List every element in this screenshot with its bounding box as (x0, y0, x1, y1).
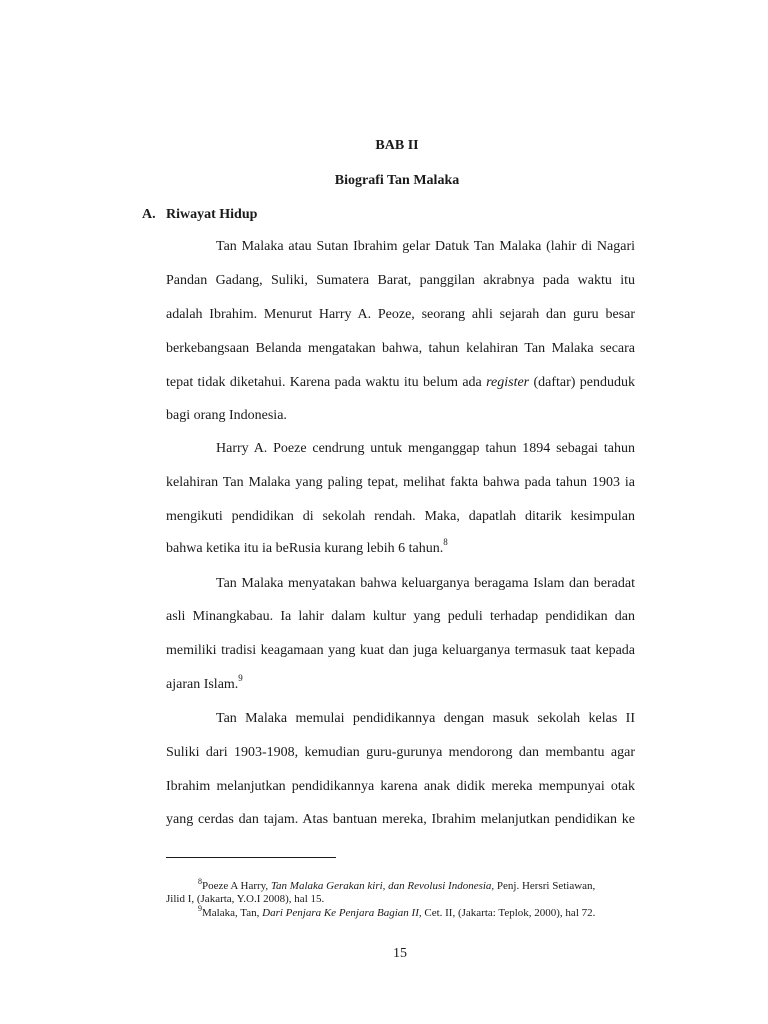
paragraph-line: memiliki tradisi keagamaan yang kuat dan juga keluarganya termasuk taat kepada (166, 643, 635, 658)
chapter-heading: BAB II (375, 138, 419, 153)
paragraph-line: adalah Ibrahim. Menurut Harry A. Peoze, seorang ahli sejarah dan guru besar (166, 307, 635, 322)
footnote-8-line2: Jilid I, (Jakarta, Y.O.I 2008), hal 15. (166, 893, 325, 905)
paragraph-line: Pandan Gadang, Suliki, Sumatera Barat, panggilan akrabnya pada waktu itu (166, 273, 635, 288)
paragraph-line: bagi orang Indonesia. (166, 408, 287, 423)
paragraph-line (166, 374, 635, 392)
footnote-separator (166, 857, 336, 858)
paragraph-line: Ibrahim melanjutkan pendidikannya karena anak didik mereka mempunyai otak (166, 779, 635, 794)
chapter-title: Biografi Tan Malaka (334, 173, 460, 188)
italic-term: register (486, 375, 530, 390)
paragraph-line: mengikuti pendidikan di sekolah rendah. Maka, dapatlah ditarik kesimpulan (166, 509, 635, 524)
paragraph-line: Tan Malaka memulai pendidikannya dengan masuk sekolah kelas II (216, 711, 635, 726)
paragraph-line (166, 673, 635, 694)
footnote-text: Poeze A Harry, (202, 880, 271, 892)
footnote-ref[interactable]: 9 (238, 673, 243, 683)
section-label: Riwayat Hidup (166, 207, 258, 222)
paragraph-line: Tan Malaka menyatakan bahwa keluarganya beragama Islam dan beradat (216, 576, 635, 591)
footnote-8-line1 (198, 877, 596, 893)
page-number: 15 (393, 946, 407, 961)
footnote-book-title: Dari Penjara Ke Penjara Bagian II, (262, 907, 422, 919)
footnote-ref[interactable]: 8 (443, 537, 448, 547)
footnote-book-title: Tan Malaka Gerakan kiri, dan Revolusi Indonesia, (270, 880, 495, 892)
line-text: (daftar) penduduk (529, 375, 635, 390)
paragraph-line: asli Minangkabau. Ia lahir dalam kultur yang peduli terhadap pendidikan dan (166, 609, 635, 624)
footnote-text: Cet. II, (Jakarta: Teplok, 2000), hal 72. (421, 907, 596, 919)
paragraph-line: Tan Malaka atau Sutan Ibrahim gelar Datuk Tan Malaka (lahir di Nagari (216, 239, 635, 254)
paragraph-line: Suliki dari 1903-1908, kemudian guru-gurunya mendorong dan membantu agar (166, 745, 635, 760)
paragraph-line: kelahiran Tan Malaka yang paling tepat, melihat fakta bahwa pada tahun 1903 ia (166, 475, 635, 490)
line-text: bahwa ketika itu ia beRusia kurang lebih 6 tahun. (166, 541, 444, 556)
paragraph-line: berkebangsaan Belanda mengatakan bahwa, tahun kelahiran Tan Malaka secara (166, 341, 635, 356)
paragraph-line (166, 537, 635, 558)
footnote-text: Malaka, Tan, (202, 907, 263, 919)
footnote-number: 9 (198, 904, 202, 913)
footnote-number: 8 (198, 877, 202, 886)
line-text: ajaran Islam. (166, 677, 239, 692)
paragraph-line: Harry A. Poeze cendrung untuk menganggap tahun 1894 sebagai tahun (216, 441, 635, 456)
section-heading (142, 206, 257, 224)
paragraph-line: yang cerdas dan tajam. Atas bantuan mereka, Ibrahim melanjutkan pendidikan ke (166, 812, 635, 827)
footnote-text: Penj. Hersri Setiawan, (494, 880, 596, 892)
line-text: tepat tidak diketahui. Karena pada waktu itu belum ada (166, 375, 487, 390)
footnote-9-line1 (198, 904, 596, 920)
section-marker: A. (142, 207, 156, 222)
